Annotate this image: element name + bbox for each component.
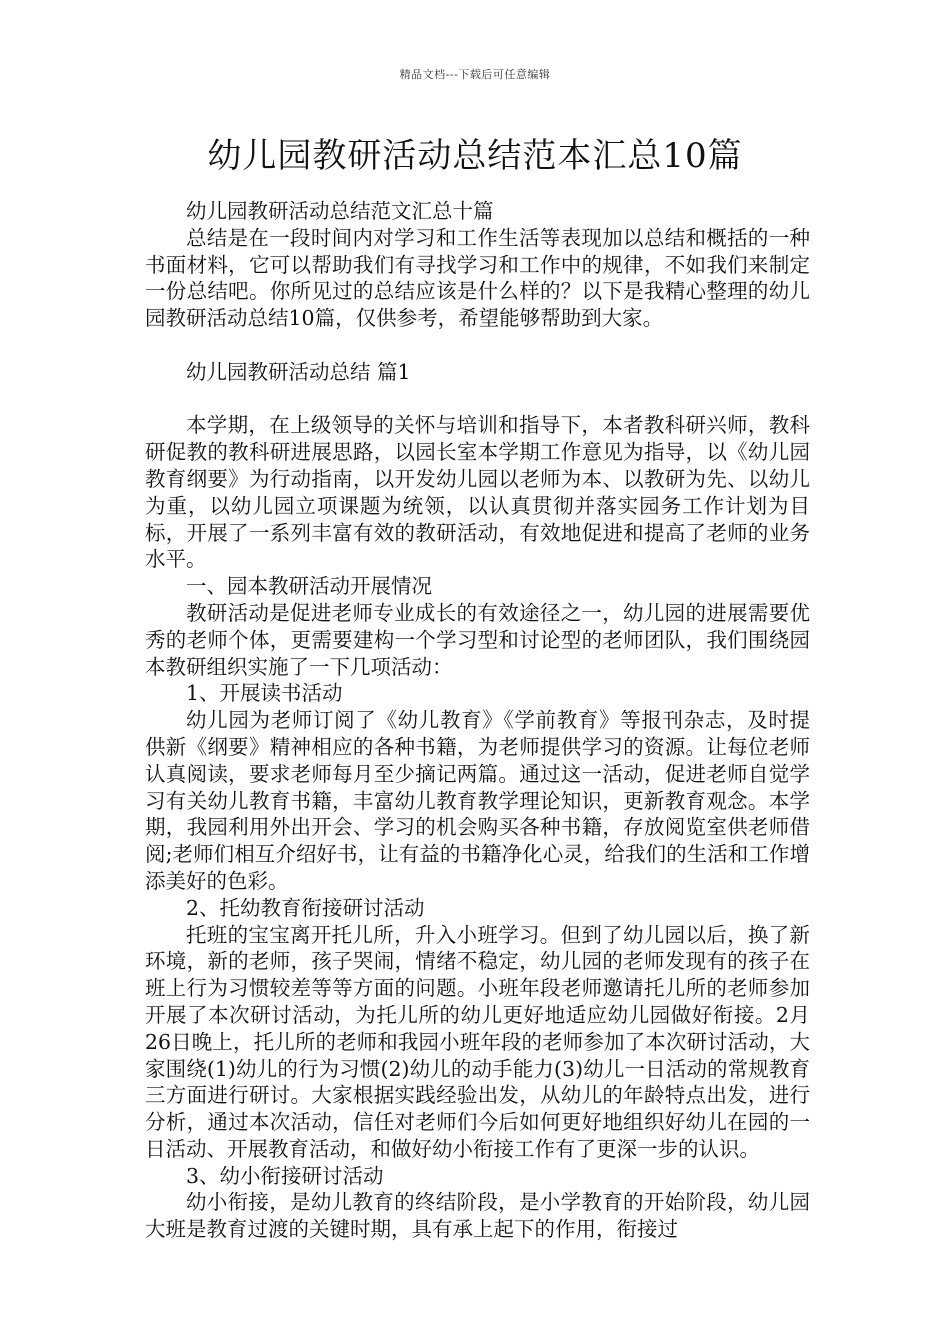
intro-paragraph: 总结是在一段时间内对学习和工作生活等表现加以总结和概括的一种书面材料，它可以帮助我们有寻找学习和工作中的规律，不如我们来制定一份总结吧。你所见过的总结应该是什么样的？以下是我精心整理的幼儿园教研活动总结10篇，仅供参考，希望能够帮助到大家。 — [145, 225, 810, 331]
subheading: 3、幼小衔接研讨活动 — [186, 1163, 384, 1188]
body-paragraph: 本学期，在上级领导的关怀与培训和指导下，本者教科研兴师，教科研促教的教科研进展思路，以园长室本学期工作意见为指导，以《幼儿园教育纲要》为行动指南，以开发幼儿园以老师为本、以教研为先、以幼儿为重，以幼儿园立项课题为统领，以认真贯彻并落实园务工作计划为目标，开展了一系列丰富有效的教研活动，有效地促进和提高了老师的业务水平。 — [145, 413, 810, 572]
body-paragraph: 教研活动是促进老师专业成长的有效途径之一，幼儿园的进展需要优秀的老师个体，更需要建构一个学习型和讨论型的老师团队，我们围绕园本教研组织实施了一下几项活动： — [145, 600, 810, 679]
body-paragraph: 幼儿园为老师订阅了《幼儿教育》《学前教育》等报刊杂志，及时提供新《纲要》精神相应的各种书籍，为老师提供学习的资源。让每位老师认真阅读，要求老师每月至少摘记两篇。通过这一活动，促进老师自觉学习有关幼儿教育书籍，丰富幼儿教育教学理论知识，更新教育观念。本学期，我园利用外出开会、学习的机会购买各种书籍，存放阅览室供老师借阅;老师们相互介绍好书，让有益的书籍净化心灵，给我们的生活和工作增添美好的色彩。 — [145, 708, 810, 893]
header-note: 精品文档---下载后可任意编辑 — [399, 68, 551, 81]
subtitle-paragraph: 幼儿园教研活动总结范文汇总十篇 — [186, 199, 494, 223]
body-paragraph: 幼小衔接，是幼儿教育的终结阶段，是小学教育的开始阶段，幼儿园大班是教育过渡的关键时期，具有承上起下的作用，衔接过 — [145, 1190, 810, 1242]
document-title: 幼儿园教研活动总结范本汇总10篇 — [207, 136, 743, 176]
body-paragraph: 托班的宝宝离开托儿所，升入小班学习。但到了幼儿园以后，换了新环境，新的老师，孩子哭闹，情绪不稳定，幼儿园的老师发现有的孩子在班上行为习惯较差等等方面的问题。小班年段老师邀请托儿所的老师参加开展了本次研讨活动，为托儿所的幼儿更好地适应幼儿园做好衔接。2月26日晚上，托儿所的老师和我园小班年段的老师参加了本次研讨活动，大家围绕(1)幼儿的行为习惯(2)幼儿的动手能力(3)幼儿一日活动的常规教育三方面进行研讨。大家根据实践经验出发，从幼儿的年龄特点出发，进行分析，通过本次活动，信任对老师们今后如何更好地组织好幼儿在园的一日活动、开展教育活动，和做好幼小衔接工作有了更深一步的认识。 — [145, 922, 810, 1161]
section-heading: 幼儿园教研活动总结 篇1 — [186, 359, 411, 384]
document-body — [145, 198, 810, 1243]
subheading: 一、园本教研活动开展情况 — [186, 574, 432, 599]
subheading: 2、托幼教育衔接研讨活动 — [186, 895, 425, 920]
subheading: 1、开展读书活动 — [186, 681, 343, 706]
